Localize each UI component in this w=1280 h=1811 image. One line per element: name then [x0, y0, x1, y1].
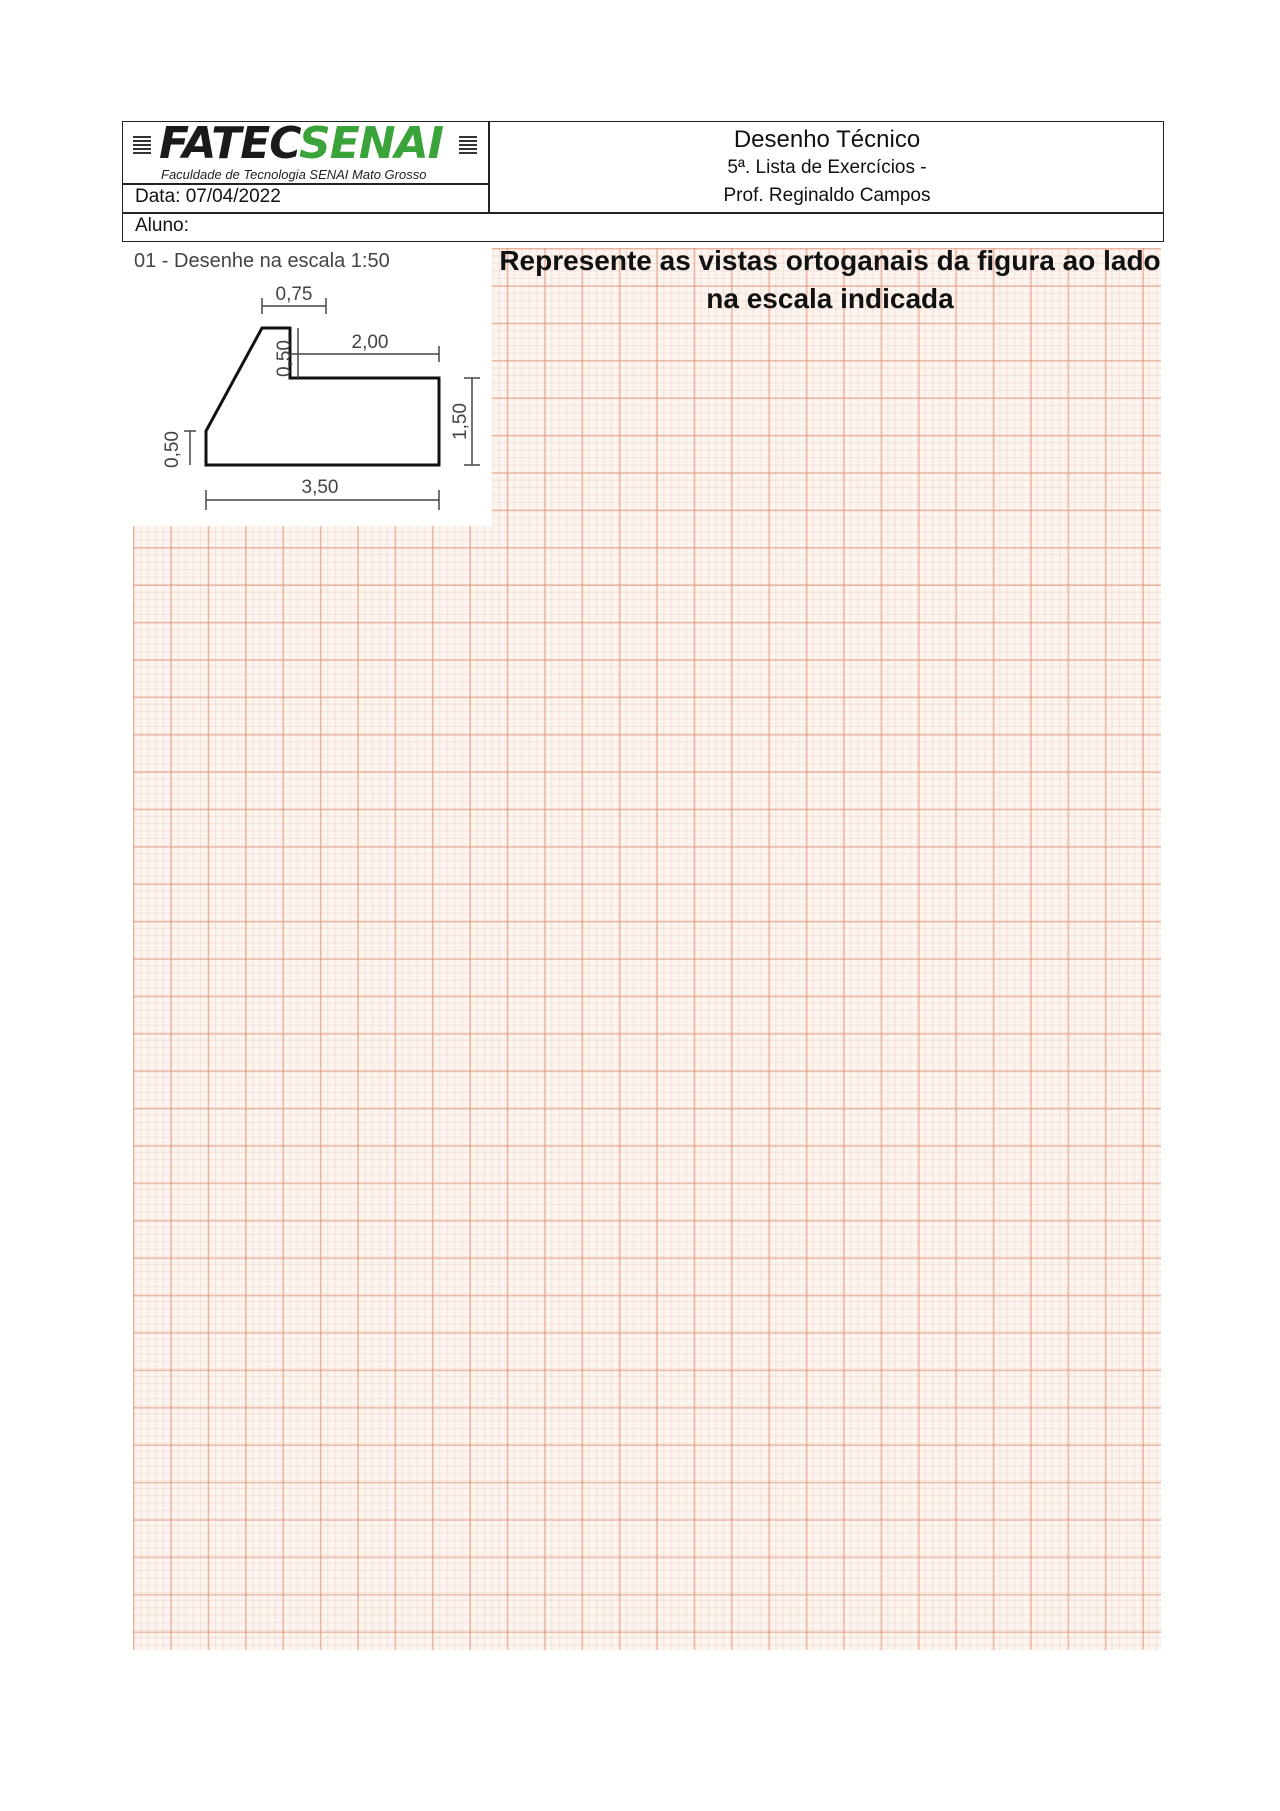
date-field: Data: 07/04/2022 — [135, 186, 281, 207]
dimension-right-height-label: 1,50 — [450, 403, 471, 440]
part-profile — [206, 328, 439, 465]
fatecsenai-logo — [133, 118, 478, 182]
dimension-base-label: 3,50 — [301, 477, 339, 498]
dimension-left-height — [184, 431, 196, 465]
technical-drawing — [150, 276, 490, 521]
exercise-label: 01 - Desenhe na escala 1:50 — [134, 250, 390, 272]
header-divider-student — [123, 212, 1163, 214]
dimension-notch-height-label: 0,50 — [274, 340, 295, 377]
list-title: 5ª. Lista de Exercícios - — [727, 157, 927, 178]
header-divider-logo — [123, 183, 488, 185]
dimension-notch-width-label: 2,00 — [351, 332, 389, 353]
exercise-instruction: Represente as vistas ortoganais da figura ao lado na escala indicada — [499, 245, 1161, 314]
dimension-top-label: 0,75 — [275, 284, 313, 305]
header-table — [122, 118, 1164, 242]
logo-bars-left-icon — [133, 136, 151, 156]
logo-wordmark: FATECSENAI — [159, 118, 444, 169]
logo-subtitle: Faculdade de Tecnologia SENAI Mato Grosso — [161, 167, 427, 182]
student-field: Aluno: — [135, 215, 189, 236]
teacher-name: Prof. Reginaldo Campos — [723, 185, 931, 206]
dimension-left-height-label: 0,50 — [162, 431, 183, 468]
course-title: Desenho Técnico — [733, 126, 921, 153]
logo-bars-right-icon — [459, 136, 477, 156]
